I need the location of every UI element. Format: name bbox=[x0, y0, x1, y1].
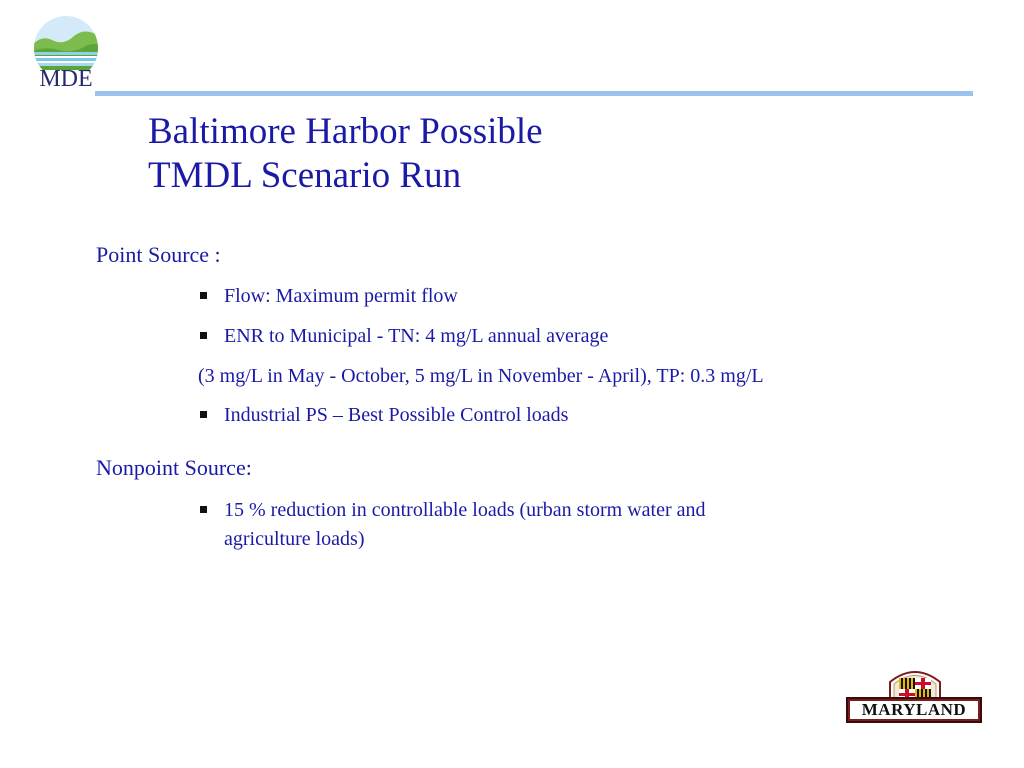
title-line-1: Baltimore Harbor Possible bbox=[148, 111, 543, 152]
bullet-enr: ENR to Municipal - TN: 4 mg/L annual average bbox=[224, 325, 609, 347]
maryland-logo bbox=[844, 664, 986, 728]
bullet-nonpoint-line-2: agriculture loads) bbox=[224, 528, 365, 550]
slide-title bbox=[148, 110, 543, 198]
point-source-heading: Point Source : bbox=[96, 242, 221, 267]
mde-logo-text: MDE bbox=[39, 66, 93, 92]
enr-continuation: (3 mg/L in May - October, 5 mg/L in November - April), TP: 0.3 mg/L bbox=[198, 365, 764, 387]
title-line-2: TMDL Scenario Run bbox=[148, 155, 462, 196]
mde-hills-icon bbox=[30, 14, 102, 70]
maryland-wordmark-text: MARYLAND bbox=[850, 701, 978, 719]
header-rule bbox=[95, 91, 973, 96]
maryland-wordmark bbox=[846, 697, 982, 723]
bullet-flow: Flow: Maximum permit flow bbox=[224, 285, 458, 307]
nonpoint-source-heading: Nonpoint Source: bbox=[96, 455, 252, 480]
bullet-marker bbox=[200, 332, 207, 339]
mde-logo bbox=[30, 14, 102, 94]
bullet-marker bbox=[200, 411, 207, 418]
bullet-marker bbox=[200, 506, 207, 513]
bullet-nonpoint-line-1: 15 % reduction in controllable loads (urban storm water and bbox=[224, 499, 706, 521]
bullet-marker bbox=[200, 292, 207, 299]
bullet-industrial: Industrial PS – Best Possible Control loads bbox=[224, 404, 569, 426]
